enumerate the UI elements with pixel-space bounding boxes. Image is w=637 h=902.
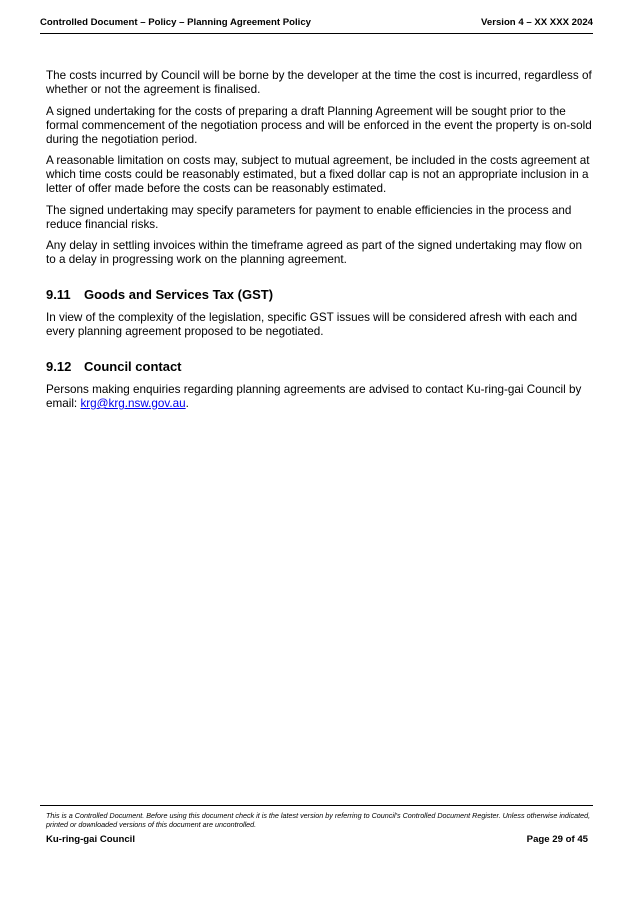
controlled-document-disclaimer: This is a Controlled Document. Before using this document check it is the latest version by referring to Council’s Controlled Document Register. Unless otherwise indicated, printed or downloaded versions of this document are uncontrolled. bbox=[46, 811, 591, 829]
section-number: 9.11 bbox=[46, 287, 71, 302]
section-heading-gst bbox=[46, 287, 594, 302]
section-title: Council contact bbox=[84, 359, 182, 374]
section-number: 9.12 bbox=[46, 359, 72, 374]
paragraph-costs-borne: The costs incurred by Council will be borne by the developer at the time the cost is incurred, regardless of whether or not the agreement is finalised. bbox=[46, 69, 592, 96]
contact-text: Persons making enquiries regarding planning agreements are advised to contact Ku-ring-gai Council by email: bbox=[46, 383, 582, 410]
paragraph-cost-limitation: A reasonable limitation on costs may, subject to mutual agreement, be included in the costs agreement at which time costs could be reasonably estimated, but a fixed dollar cap is not an appropriate inclusion in a letter of offer made before the costs can be reasonably estimated. bbox=[46, 154, 590, 195]
header-document-title: Controlled Document – Policy – Planning Agreement Policy bbox=[40, 17, 311, 28]
page-number: Page 29 of 45 bbox=[526, 834, 588, 845]
page-footer bbox=[46, 834, 588, 845]
paragraph-council-contact bbox=[46, 383, 594, 411]
paragraph-gst: In view of the complexity of the legislation, specific GST issues will be considered afresh with each and every planning agreement proposed to be negotiated. bbox=[46, 311, 578, 338]
paragraph-signed-undertaking: A signed undertaking for the costs of preparing a draft Planning Agreement will be sought prior to the formal commencement of the negotiation process and will be enforced in the event the property is on-sold during the negotiation period. bbox=[46, 104, 592, 146]
page-header bbox=[40, 17, 593, 34]
footer-divider bbox=[40, 805, 593, 806]
paragraph-payment-parameters: The signed undertaking may specify parameters for payment to enable efficiencies in the process and reduce financial risks. bbox=[46, 203, 572, 231]
document-body bbox=[46, 69, 594, 419]
footer-organization: Ku-ring-gai Council bbox=[46, 834, 135, 845]
section-heading-council-contact bbox=[46, 359, 594, 374]
email-link[interactable]: krg@krg.nsw.gov.au bbox=[80, 397, 186, 410]
header-version: Version 4 – XX XXX 2024 bbox=[481, 17, 593, 28]
section-title: Goods and Services Tax (GST) bbox=[84, 287, 274, 302]
contact-text-end: . bbox=[185, 397, 189, 410]
paragraph-invoice-delay: Any delay in settling invoices within the timeframe agreed as part of the signed undertaking may flow on to a delay in progressing work on the planning agreement. bbox=[46, 239, 582, 266]
